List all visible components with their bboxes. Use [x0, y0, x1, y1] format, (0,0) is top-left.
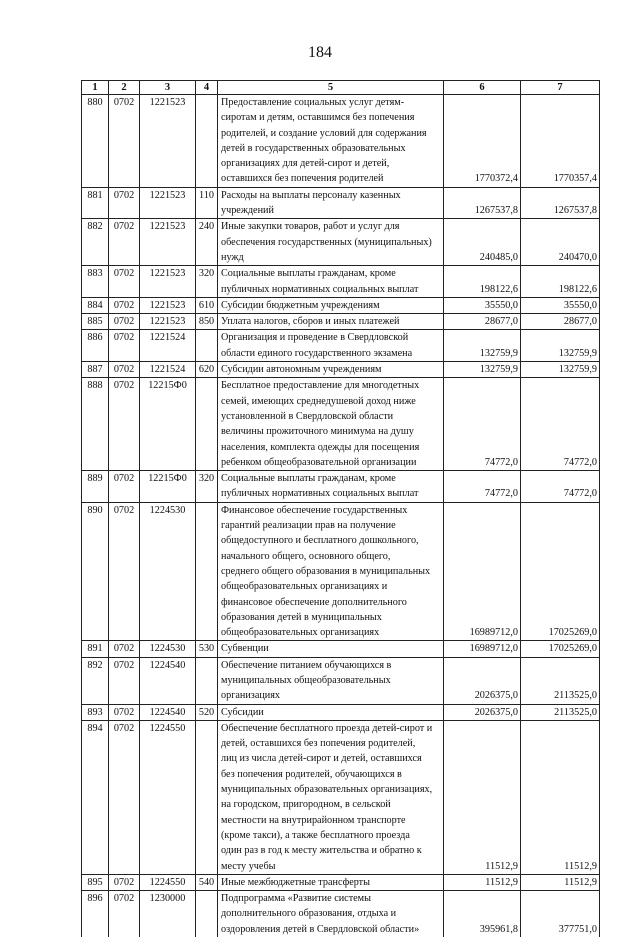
- row-number: 883: [82, 266, 109, 298]
- target-code: 1221523: [140, 219, 196, 266]
- amount-col-6: 395961,8: [444, 891, 521, 937]
- table-row: [82, 641, 600, 657]
- amount-col-6: 1770372,4: [444, 95, 521, 188]
- section-code: 0702: [109, 641, 140, 657]
- amount-col-6: 74772,0: [444, 471, 521, 503]
- col-header-7: 7: [521, 81, 600, 95]
- section-code: 0702: [109, 720, 140, 874]
- table-row: [82, 314, 600, 330]
- target-code: 1224530: [140, 641, 196, 657]
- row-number: 887: [82, 362, 109, 378]
- section-code: 0702: [109, 657, 140, 704]
- section-code: 0702: [109, 874, 140, 890]
- section-code: 0702: [109, 95, 140, 188]
- expense-type-code: 620: [196, 362, 218, 378]
- header-row: [82, 81, 600, 95]
- amount-col-7: 132759,9: [521, 362, 600, 378]
- amount-col-6: 35550,0: [444, 297, 521, 313]
- page-number: 184: [308, 44, 332, 61]
- expense-type-code: 530: [196, 641, 218, 657]
- row-description: Подпрограмма «Развитие системы дополнительного образования, отдыха и оздоровления детей в Свердловской области»: [218, 891, 444, 937]
- row-description: Расходы на выплаты персоналу казенных учреждений: [218, 187, 444, 219]
- budget-table: [81, 80, 600, 937]
- amount-col-7: 377751,0: [521, 891, 600, 937]
- table-row: [82, 187, 600, 219]
- amount-col-7: 35550,0: [521, 297, 600, 313]
- amount-col-6: 11512,9: [444, 720, 521, 874]
- row-number: 889: [82, 471, 109, 503]
- amount-col-6: 11512,9: [444, 874, 521, 890]
- amount-col-7: 17025269,0: [521, 502, 600, 641]
- row-description: Иные межбюджетные трансферты: [218, 874, 444, 890]
- row-number: 890: [82, 502, 109, 641]
- col-header-4: 4: [196, 81, 218, 95]
- table-row: [82, 362, 600, 378]
- table-row: [82, 657, 600, 704]
- col-header-6: 6: [444, 81, 521, 95]
- target-code: 1224540: [140, 704, 196, 720]
- section-code: 0702: [109, 704, 140, 720]
- row-description: Обеспечение питанием обучающихся в муниципальных общеобразовательных организациях: [218, 657, 444, 704]
- section-code: 0702: [109, 891, 140, 937]
- col-header-5: 5: [218, 81, 444, 95]
- expense-type-code: 520: [196, 704, 218, 720]
- row-description: Социальные выплаты гражданам, кроме публичных нормативных социальных выплат: [218, 266, 444, 298]
- amount-col-6: 132759,9: [444, 330, 521, 362]
- expense-type-code: 540: [196, 874, 218, 890]
- row-number: 884: [82, 297, 109, 313]
- row-description: Предоставление социальных услуг детям- сиротам и детям, оставшимся без попечения родителей, и создание условий для содержания детей в государственных образовательных организациях для детей-сирот и детей, оставшихся без попечения родителей: [218, 95, 444, 188]
- expense-type-code: [196, 891, 218, 937]
- table-row: [82, 95, 600, 188]
- col-header-1: 1: [82, 81, 109, 95]
- row-description: Субвенции: [218, 641, 444, 657]
- table-row: [82, 330, 600, 362]
- row-number: 895: [82, 874, 109, 890]
- row-number: 881: [82, 187, 109, 219]
- row-number: 893: [82, 704, 109, 720]
- amount-col-6: 28677,0: [444, 314, 521, 330]
- amount-col-7: 240470,0: [521, 219, 600, 266]
- section-code: 0702: [109, 266, 140, 298]
- target-code: 1224530: [140, 502, 196, 641]
- amount-col-7: 1770357,4: [521, 95, 600, 188]
- target-code: 1221523: [140, 297, 196, 313]
- expense-type-code: [196, 502, 218, 641]
- table-row: [82, 874, 600, 890]
- row-number: 896: [82, 891, 109, 937]
- row-description: Уплата налогов, сборов и иных платежей: [218, 314, 444, 330]
- expense-type-code: [196, 330, 218, 362]
- col-header-2: 2: [109, 81, 140, 95]
- expense-type-code: [196, 720, 218, 874]
- expense-type-code: [196, 378, 218, 471]
- row-number: 892: [82, 657, 109, 704]
- section-code: 0702: [109, 471, 140, 503]
- table-row: [82, 266, 600, 298]
- amount-col-7: 74772,0: [521, 378, 600, 471]
- section-code: 0702: [109, 219, 140, 266]
- target-code: 1221524: [140, 362, 196, 378]
- row-description: Иные закупки товаров, работ и услуг для обеспечения государственных (муниципальных) нужд: [218, 219, 444, 266]
- amount-col-7: 198122,6: [521, 266, 600, 298]
- amount-col-7: 132759,9: [521, 330, 600, 362]
- amount-col-7: 2113525,0: [521, 704, 600, 720]
- row-description: Субсидии автономным учреждениям: [218, 362, 444, 378]
- amount-col-7: 11512,9: [521, 874, 600, 890]
- target-code: 1221523: [140, 187, 196, 219]
- table-row: [82, 704, 600, 720]
- target-code: 1224550: [140, 720, 196, 874]
- amount-col-6: 198122,6: [444, 266, 521, 298]
- amount-col-7: 1267537,8: [521, 187, 600, 219]
- expense-type-code: 240: [196, 219, 218, 266]
- table-row: [82, 891, 600, 937]
- table-row: [82, 502, 600, 641]
- amount-col-6: 240485,0: [444, 219, 521, 266]
- target-code: 1221524: [140, 330, 196, 362]
- amount-col-7: 74772,0: [521, 471, 600, 503]
- row-description: Организация и проведение в Свердловской области единого государственного экзамена: [218, 330, 444, 362]
- row-number: 880: [82, 95, 109, 188]
- amount-col-6: 16989712,0: [444, 641, 521, 657]
- expense-type-code: 850: [196, 314, 218, 330]
- row-description: Субсидии: [218, 704, 444, 720]
- table-row: [82, 378, 600, 471]
- row-number: 894: [82, 720, 109, 874]
- row-number: 882: [82, 219, 109, 266]
- row-description: Социальные выплаты гражданам, кроме публичных нормативных социальных выплат: [218, 471, 444, 503]
- expense-type-code: [196, 657, 218, 704]
- target-code: 1230000: [140, 891, 196, 937]
- target-code: 1221523: [140, 266, 196, 298]
- target-code: 1221523: [140, 314, 196, 330]
- amount-col-7: 11512,9: [521, 720, 600, 874]
- target-code: 12215Ф0: [140, 471, 196, 503]
- section-code: 0702: [109, 330, 140, 362]
- amount-col-6: 2026375,0: [444, 704, 521, 720]
- table-row: [82, 720, 600, 874]
- amount-col-6: 2026375,0: [444, 657, 521, 704]
- expense-type-code: [196, 95, 218, 188]
- target-code: 12215Ф0: [140, 378, 196, 471]
- section-code: 0702: [109, 378, 140, 471]
- section-code: 0702: [109, 362, 140, 378]
- target-code: 1221523: [140, 95, 196, 188]
- section-code: 0702: [109, 187, 140, 219]
- expense-type-code: 610: [196, 297, 218, 313]
- target-code: 1224550: [140, 874, 196, 890]
- amount-col-6: 132759,9: [444, 362, 521, 378]
- amount-col-7: 28677,0: [521, 314, 600, 330]
- amount-col-6: 74772,0: [444, 378, 521, 471]
- expense-type-code: 110: [196, 187, 218, 219]
- row-number: 885: [82, 314, 109, 330]
- section-code: 0702: [109, 314, 140, 330]
- target-code: 1224540: [140, 657, 196, 704]
- row-number: 888: [82, 378, 109, 471]
- table-row: [82, 471, 600, 503]
- amount-col-6: 16989712,0: [444, 502, 521, 641]
- amount-col-6: 1267537,8: [444, 187, 521, 219]
- amount-col-7: 17025269,0: [521, 641, 600, 657]
- table-row: [82, 219, 600, 266]
- row-description: Бесплатное предоставление для многодетных семей, имеющих среднедушевой доход ниже установленной в Свердловской области величины прожиточного минимума на душу населения, комплекта одежды для посещения ребенком общеобразовательной организации: [218, 378, 444, 471]
- row-number: 886: [82, 330, 109, 362]
- section-code: 0702: [109, 297, 140, 313]
- row-description: Обеспечение бесплатного проезда детей-сирот и детей, оставшихся без попечения родителей, лиц из числа детей-сирот и детей, оставшихся без попечения родителей, обучающихся в муниципальных образовательных организациях, на городском, пригородном, в сельской местности на внутрирайонном транспорте (кроме такси), а также бесплатного проезда один раз в год к месту жительства и обратно к месту учебы: [218, 720, 444, 874]
- table-row: [82, 297, 600, 313]
- expense-type-code: 320: [196, 471, 218, 503]
- row-number: 891: [82, 641, 109, 657]
- section-code: 0702: [109, 502, 140, 641]
- expense-type-code: 320: [196, 266, 218, 298]
- row-description: Субсидии бюджетным учреждениям: [218, 297, 444, 313]
- amount-col-7: 2113525,0: [521, 657, 600, 704]
- row-description: Финансовое обеспечение государственных гарантий реализации прав на получение общедоступного и бесплатного дошкольного, начального общего, основного общего, среднего общего образования в муниципальных общеобразовательных организациях и финансовое обеспечение дополнительного образования детей в муниципальных общеобразовательных организациях: [218, 502, 444, 641]
- col-header-3: 3: [140, 81, 196, 95]
